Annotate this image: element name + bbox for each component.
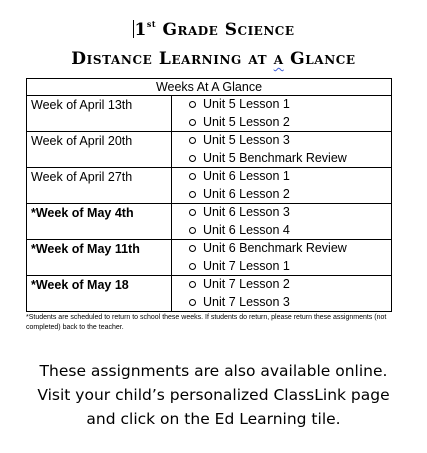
table-row bbox=[27, 240, 392, 276]
hollow-bullet-icon bbox=[189, 227, 196, 234]
lesson-item bbox=[172, 240, 391, 258]
lesson-item bbox=[172, 150, 391, 168]
hollow-bullet-icon bbox=[189, 173, 196, 180]
hollow-bullet-icon bbox=[189, 245, 196, 252]
lesson-label: Unit 7 Lesson 2 bbox=[203, 277, 290, 291]
week-cell: Week of April 20th bbox=[27, 132, 172, 168]
lesson-label: Unit 5 Lesson 3 bbox=[203, 133, 290, 147]
lesson-label: Unit 5 Benchmark Review bbox=[203, 150, 347, 165]
lesson-label: Unit 6 Lesson 2 bbox=[203, 186, 290, 201]
weeks-at-a-glance-table bbox=[26, 78, 392, 312]
week-cell: *Week of May 18 bbox=[27, 276, 172, 312]
table-heading: Weeks At A Glance bbox=[27, 79, 392, 96]
lessons-cell bbox=[172, 276, 392, 312]
lesson-item bbox=[172, 186, 391, 204]
lesson-item bbox=[172, 258, 391, 276]
lesson-item bbox=[172, 168, 391, 186]
grade-title: Grade Science bbox=[156, 20, 295, 40]
lessons-cell bbox=[172, 96, 392, 132]
page-title bbox=[0, 14, 427, 40]
table-row bbox=[27, 204, 392, 240]
lesson-label: Unit 5 Lesson 2 bbox=[203, 114, 290, 129]
lesson-label: Unit 6 Lesson 1 bbox=[203, 169, 290, 183]
hollow-bullet-icon bbox=[189, 299, 196, 306]
hollow-bullet-icon bbox=[189, 155, 196, 162]
online-note-line-2: Visit your child’s personalized ClassLink page bbox=[37, 386, 390, 404]
online-note-line-1: These assignments are also available online. bbox=[39, 362, 388, 380]
lesson-label: Unit 6 Lesson 3 bbox=[203, 205, 290, 219]
lessons-cell bbox=[172, 240, 392, 276]
subtitle-part-2: Glance bbox=[283, 49, 356, 69]
online-note-line-3: and click on the Ed Learning tile. bbox=[86, 410, 341, 428]
lesson-label: Unit 7 Lesson 3 bbox=[203, 294, 290, 309]
table-row bbox=[27, 168, 392, 204]
table-header-row bbox=[27, 79, 392, 96]
hollow-bullet-icon bbox=[189, 137, 196, 144]
page-subtitle bbox=[0, 48, 427, 70]
table-row bbox=[27, 276, 392, 312]
hollow-bullet-icon bbox=[189, 101, 196, 108]
grade-suffix: st bbox=[146, 19, 157, 29]
week-cell: *Week of May 4th bbox=[27, 204, 172, 240]
lesson-item bbox=[172, 96, 391, 114]
subtitle-spellcheck-word: a bbox=[273, 49, 284, 69]
lesson-item bbox=[172, 204, 391, 222]
table-row bbox=[27, 132, 392, 168]
grade-number: 1 bbox=[134, 20, 147, 40]
subtitle-part-1: Distance Learning at bbox=[71, 49, 274, 69]
week-cell: *Week of May 11th bbox=[27, 240, 172, 276]
hollow-bullet-icon bbox=[189, 281, 196, 288]
lessons-cell bbox=[172, 132, 392, 168]
lesson-item bbox=[172, 276, 391, 294]
lesson-label: Unit 5 Lesson 1 bbox=[203, 97, 290, 111]
lessons-cell bbox=[172, 168, 392, 204]
lesson-item bbox=[172, 132, 391, 150]
lesson-label: Unit 7 Lesson 1 bbox=[203, 258, 290, 273]
online-availability-note bbox=[0, 359, 427, 431]
hollow-bullet-icon bbox=[189, 263, 196, 270]
table-row bbox=[27, 96, 392, 132]
text-cursor bbox=[133, 20, 134, 38]
week-cell: Week of April 27th bbox=[27, 168, 172, 204]
hollow-bullet-icon bbox=[189, 191, 196, 198]
footnote: *Students are scheduled to return to school these weeks. If students do return, please return these assignments (not completed) back to the teacher. bbox=[26, 314, 387, 331]
lesson-item bbox=[172, 114, 391, 132]
lesson-item bbox=[172, 222, 391, 240]
lesson-item bbox=[172, 294, 391, 312]
lesson-label: Unit 6 Benchmark Review bbox=[203, 241, 347, 255]
hollow-bullet-icon bbox=[189, 209, 196, 216]
lesson-label: Unit 6 Lesson 4 bbox=[203, 222, 290, 237]
hollow-bullet-icon bbox=[189, 119, 196, 126]
lessons-cell bbox=[172, 204, 392, 240]
week-cell: Week of April 13th bbox=[27, 96, 172, 132]
